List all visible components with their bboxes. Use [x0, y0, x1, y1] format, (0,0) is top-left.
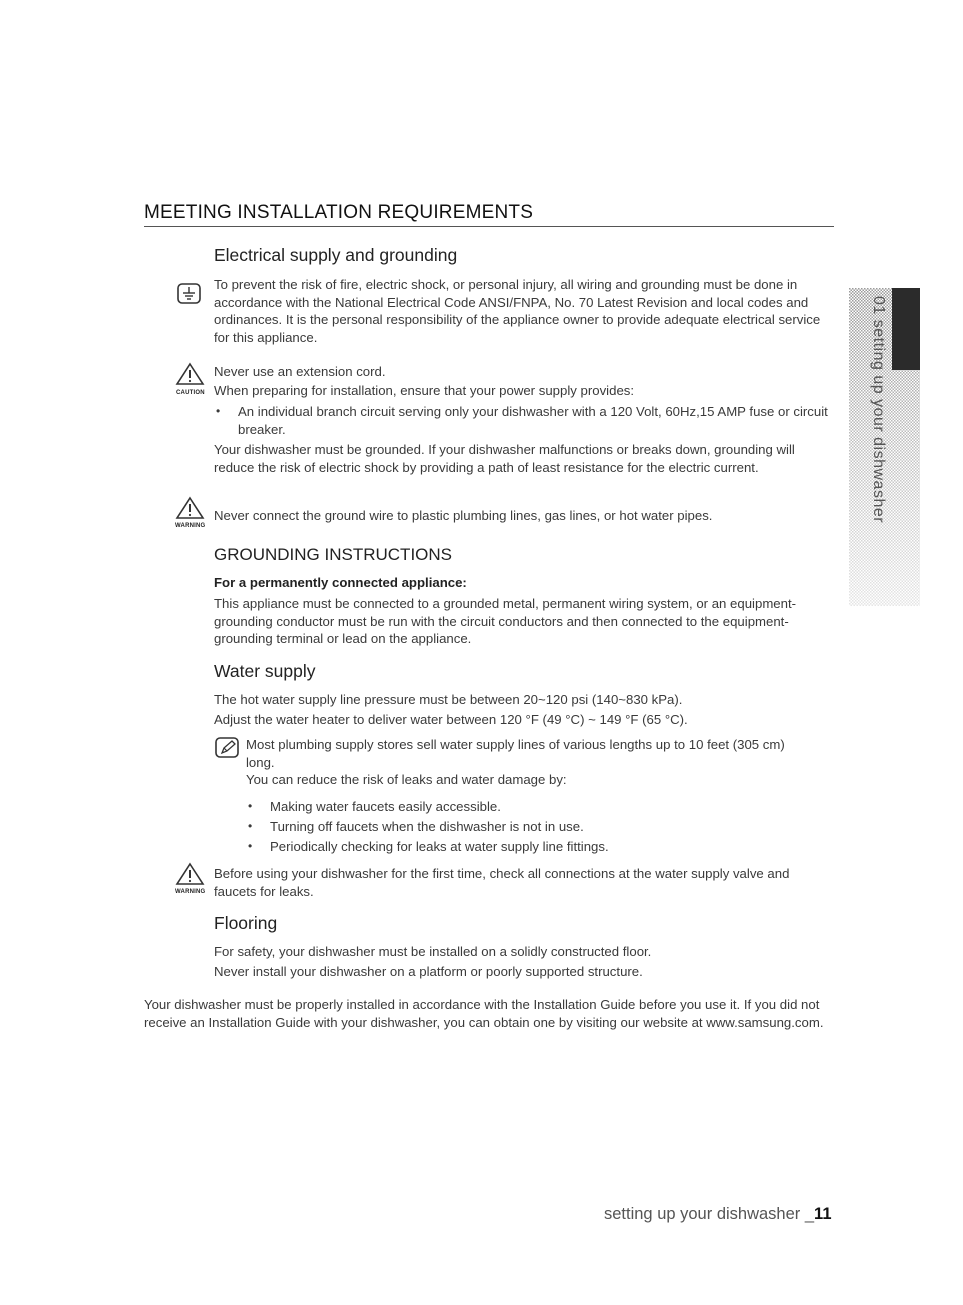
- chapter-side-label: 01 setting up your dishwasher: [870, 296, 887, 524]
- list-item: • Turning off faucets when the dishwasher is not in use.: [246, 818, 806, 836]
- flooring-line-2: Never install your dishwasher on a platform or poorly supported structure.: [214, 964, 643, 979]
- note-icon: [176, 283, 204, 305]
- warning-label: WARNING: [175, 523, 206, 529]
- caution-label: CAUTION: [176, 390, 205, 396]
- water-bullet-list: [246, 798, 806, 856]
- flooring-line-1: For safety, your dishwasher must be installed on a solidly constructed floor.: [214, 944, 652, 959]
- grounding-text: This appliance must be connected to a grounded metal, permanent wiring system, or an equipment-grounding conductor must be run with the circuit conductors and then connected to the equipment-grounding terminal or lead on the appliance.: [214, 596, 797, 646]
- caution-icon: [174, 362, 206, 398]
- flooring-heading: Flooring: [214, 913, 278, 933]
- water-note-line-1: Most plumbing supply stores sell water supply lines of various lengths up to 10 feet (305 cm) long.: [246, 737, 785, 770]
- grounding-heading: GROUNDING INSTRUCTIONS: [214, 545, 452, 564]
- footer-text: setting up your dishwasher _: [604, 1205, 815, 1223]
- water-heading: Water supply: [214, 661, 316, 681]
- electrical-bullet-list: [214, 403, 829, 438]
- electrical-heading: Electrical supply and grounding: [214, 245, 458, 265]
- warning-text: Never connect the ground wire to plastic plumbing lines, gas lines, or hot water pipes.: [214, 508, 713, 523]
- page-footer: [604, 1205, 832, 1224]
- closing-paragraph: Your dishwasher must be properly installed in accordance with the Installation Guide before you use it. If you did not receive an Installation Guide with your dishwasher, you can obtain one by visiting our website at www.samsung.com.: [144, 997, 824, 1030]
- grounding-subheading: For a permanently connected appliance:: [214, 575, 467, 590]
- page-number: 11: [814, 1205, 832, 1223]
- water-note-line-2: You can reduce the risk of leaks and water damage by:: [246, 772, 567, 787]
- grounded-text: Your dishwasher must be grounded. If your dishwasher malfunctions or breaks down, grounding will reduce the risk of electric shock by providing a path of least resistance for the electric current.: [214, 442, 795, 475]
- list-item: • An individual branch circuit serving only your dishwasher with a 120 Volt, 60Hz,15 AMP fuse or circuit breaker.: [214, 403, 829, 438]
- warning-icon: [174, 862, 208, 898]
- list-item: • Making water faucets easily accessible.: [246, 798, 806, 816]
- note-pencil-icon: [215, 737, 241, 759]
- water-warning-text: Before using your dishwasher for the first time, check all connections at the water supply valve and faucets for leaks.: [214, 866, 790, 899]
- list-item: • Periodically checking for leaks at water supply line fittings.: [246, 838, 806, 856]
- caution-line-2: When preparing for installation, ensure that your power supply provides:: [214, 383, 635, 398]
- title-divider: [144, 226, 834, 227]
- water-line-1: The hot water supply line pressure must be between 20~120 psi (140~830 kPa).: [214, 692, 683, 707]
- warning-label: WARNING: [175, 889, 206, 895]
- warning-icon: [174, 496, 208, 532]
- page-title: MEETING INSTALLATION REQUIREMENTS: [144, 202, 534, 223]
- water-line-2: Adjust the water heater to deliver water between 120 °F (49 °C) ~ 149 °F (65 °C).: [214, 712, 688, 727]
- caution-line-1: Never use an extension cord.: [214, 364, 386, 379]
- electrical-note-text: To prevent the risk of fire, electric shock, or personal injury, all wiring and grounding must be done in accordance with the National Electrical Code ANSI/FNPA, No. 70 Latest Revision and local codes and ordinances. It is the personal responsibility of the appliance owner to provide adequate electrical service for this appliance.: [214, 277, 821, 345]
